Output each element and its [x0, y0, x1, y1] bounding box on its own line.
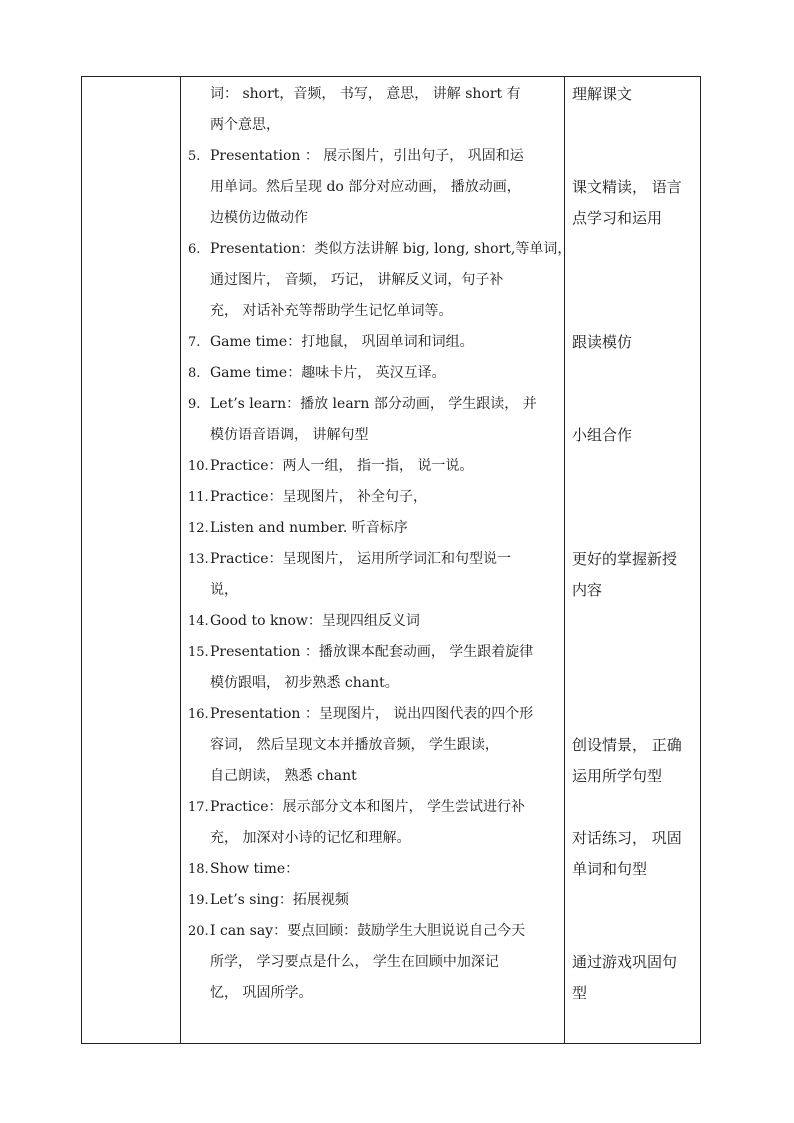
step-text-line: 边模仿边做动作	[210, 210, 308, 226]
step-number: 17.	[188, 800, 209, 815]
step-number: 20.	[188, 924, 209, 939]
purpose-note	[572, 420, 632, 451]
column-divider-1	[180, 77, 181, 1043]
step-text-line: 所学， 学习要点是什么， 学生在回顾中加深记	[210, 954, 499, 970]
purpose-note	[572, 327, 632, 358]
step-number: 13.	[188, 552, 209, 567]
purpose-note	[572, 544, 677, 606]
step-text-line: Presentation ：播放课本配套动画， 学生跟着旋律	[210, 644, 534, 660]
step-text-line: 充， 加深对小诗的记忆和理解。	[210, 830, 411, 846]
purpose-note-line: 型	[572, 984, 588, 1002]
step-text	[210, 544, 562, 606]
step-text-line: 容词， 然后呈现文本并播放音频， 学生跟读，	[210, 737, 499, 753]
purpose-note-line: 单词和句型	[572, 860, 648, 878]
procedure-step	[182, 482, 562, 513]
procedure-step	[182, 513, 562, 544]
purpose-note-line: 理解课文	[572, 85, 633, 103]
step-text-line: Let’s sing：拓展视频	[210, 892, 349, 908]
purpose-note-line: 通过游戏巩固句	[572, 953, 678, 971]
step-text	[210, 854, 562, 885]
step-text-line: Practice：呈现图片， 补全句子，	[210, 489, 427, 505]
purpose-note-line: 点学习和运用	[572, 209, 663, 227]
step-number: 6.	[188, 242, 201, 257]
step-text	[210, 327, 562, 358]
step-number: 8.	[188, 366, 201, 381]
step-text	[210, 885, 562, 916]
step-number: 10.	[188, 459, 209, 474]
procedure-step	[182, 606, 562, 637]
step-text	[210, 141, 562, 234]
procedure-step	[182, 544, 562, 606]
step-text-line: Presentation ： 展示图片，引出句子， 巩固和运	[210, 148, 524, 164]
step-text-line: Practice：两人一组， 指一指， 说一说。	[210, 458, 474, 474]
column-divider-2	[564, 77, 565, 1043]
procedure-step	[182, 358, 562, 389]
purpose-note	[572, 79, 632, 110]
step-text-line: Practice：展示部分文本和图片， 学生尝试进行补	[210, 799, 525, 815]
step-text	[210, 389, 562, 451]
step-number: 7.	[188, 335, 201, 350]
step-text-line: Game time：趣味卡片， 英汉互译。	[210, 365, 446, 381]
procedure-step	[182, 792, 562, 854]
purpose-note	[572, 730, 682, 792]
step-number: 18.	[188, 862, 209, 877]
step-text	[210, 451, 562, 482]
purpose-note	[572, 172, 682, 234]
step-number: 5.	[188, 149, 201, 164]
purpose-note-line: 跟读模仿	[572, 333, 633, 351]
step-number: 9.	[188, 397, 201, 412]
step-text-line: Let’s learn：播放 learn 部分动画， 学生跟读， 并	[210, 396, 537, 412]
step-text-line: Presentation：类似方法讲解 big, long, short,等单词，	[210, 241, 572, 257]
procedure-step	[182, 141, 562, 234]
step-text	[210, 606, 562, 637]
step-text-line: 用单词。然后呈现 do 部分对应动画， 播放动画，	[210, 179, 521, 195]
purpose-note-line: 内容	[572, 581, 603, 599]
purpose-note-line: 运用所学句型	[572, 767, 663, 785]
purpose-note-line: 创设情景， 正确	[572, 736, 682, 754]
step-text-line: Practice：呈现图片， 运用所学词汇和句型说一	[210, 551, 511, 567]
step-text	[210, 234, 572, 327]
step-number: 11.	[188, 490, 209, 505]
step-number: 12.	[188, 521, 209, 536]
procedure-column	[182, 79, 572, 1009]
step-text	[210, 637, 562, 699]
step-number: 19.	[188, 893, 209, 908]
procedure-step	[182, 916, 562, 1009]
step-text	[210, 482, 562, 513]
procedure-step	[182, 854, 562, 885]
step-text-line: Good to know：呈现四组反义词	[210, 613, 420, 629]
purpose-note-line: 小组合作	[572, 426, 633, 444]
lesson-plan-table	[81, 76, 701, 1044]
purpose-note-line: 对话练习， 巩固	[572, 829, 682, 847]
procedure-step	[182, 885, 562, 916]
step-text-line: 两个意思，	[210, 117, 280, 133]
step-text-line: 说，	[210, 582, 238, 598]
step-text	[210, 513, 562, 544]
step-text-line: 自己朗读， 熟悉 chant	[210, 768, 357, 784]
procedure-step	[182, 389, 562, 451]
procedure-step	[182, 451, 562, 482]
procedure-step	[182, 234, 572, 327]
step-text	[210, 916, 562, 1009]
step-text	[210, 792, 562, 854]
step-text-line: Game time：打地鼠， 巩固单词和词组。	[210, 334, 474, 350]
step-text-line: Presentation ：呈现图片， 说出四图代表的四个形	[210, 706, 534, 722]
procedure-step	[182, 699, 562, 792]
purpose-note	[572, 823, 682, 885]
purpose-note-line: 更好的掌握新授	[572, 550, 678, 568]
step-text-line: 模仿跟唱， 初步熟悉 chant。	[210, 675, 399, 691]
step-text-line: 模仿语音语调， 讲解句型	[210, 427, 369, 443]
step-text	[210, 358, 562, 389]
step-text-line: I can say：要点回顾：鼓励学生大胆说说自己今天	[210, 923, 526, 939]
step-text-line: Listen and number. 听音标序	[210, 520, 408, 536]
step-text	[210, 699, 562, 792]
procedure-step	[182, 327, 562, 358]
step-text-line: 词： short，音频， 书写， 意思， 讲解 short 有	[210, 86, 521, 102]
step-number: 15.	[188, 645, 209, 660]
step-number: 16.	[188, 707, 209, 722]
procedure-step	[182, 79, 562, 141]
step-text-line: 充， 对话补充等帮助学生记忆单词等。	[210, 303, 453, 319]
procedure-step	[182, 637, 562, 699]
step-text	[210, 79, 562, 141]
purpose-note	[572, 947, 677, 1009]
purpose-note-line: 课文精读， 语言	[572, 178, 682, 196]
step-text-line: Show time：	[210, 861, 300, 877]
step-number: 14.	[188, 614, 209, 629]
step-text-line: 通过图片， 音频， 巧记， 讲解反义词，句子补	[210, 272, 504, 288]
step-text-line: 忆， 巩固所学。	[210, 985, 313, 1001]
